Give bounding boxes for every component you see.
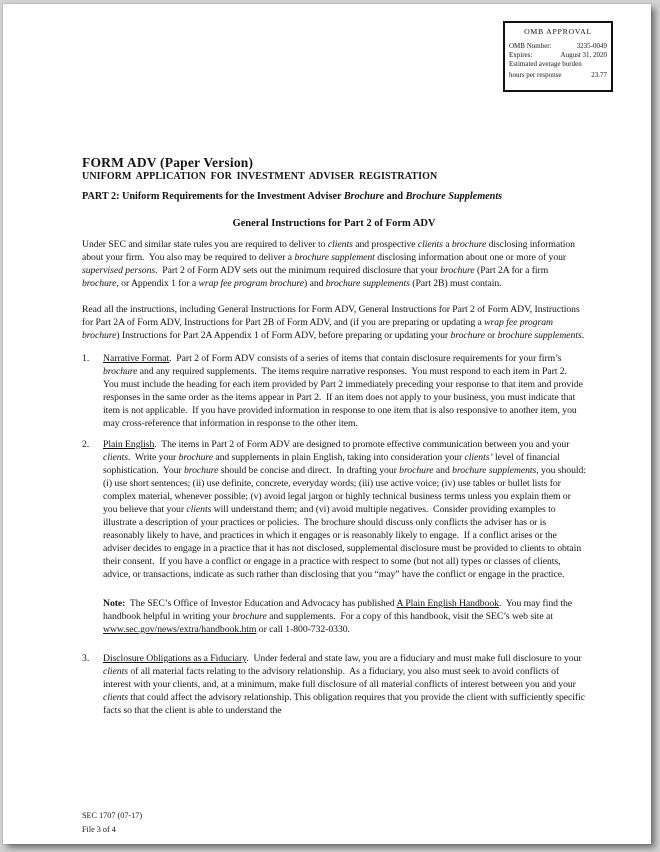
document-page	[3, 4, 651, 844]
footer-file-number: File 3 of 4	[82, 825, 116, 834]
omb-expires-label: Expires:	[509, 51, 533, 59]
instruction-item-plain-english	[82, 438, 589, 636]
page-footer	[82, 809, 142, 837]
instruction-item-narrative-format	[82, 352, 586, 430]
omb-burden-label: Estimated average burden	[509, 60, 582, 68]
intro-paragraph-1: Under SEC and similar state rules you are required to deliver to clients and prospective clients a brochure disclosing information about your firm. You also may be required to deliver a brochure supplement disclosing information about one or more of your supervised persons. Part 2 of Form ADV sets out the minimum required disclosure that your brochure (Part 2A for a firm brochure, or Appendix 1 for a wrap fee program brochure) and brochure supplements (Part 2B) must contain.	[82, 239, 578, 289]
item-number: 2.	[82, 439, 90, 450]
general-instructions-heading: General Instructions for Part 2 of Form ADV	[232, 218, 436, 229]
intro-paragraph-2: Read all the instructions, including General Instructions for Form ADV, General Instructions for Part 2 of Form ADV, Instructions for Part 2A of Form ADV, Instructions for Part 2B of Form ADV, and (if you are preparing or updating a wrap fee program brochure) Instructions for Part 2A Appendix 1 of Form ADV, before preparing or updating your brochure or brochure supplements.	[82, 304, 585, 341]
note-paragraph: Note: The SEC’s Office of Investor Education and Advocacy has published A Plain English Handbook. You may find the handbook helpful in writing your brochure and supplements. For a copy of this handbook, visit the SEC’s web site at www.sec.gov/news/extra/handbook.htm or call 1-800-732-0330.	[103, 598, 575, 635]
item-body: Plain English. The items in Part 2 of Form ADV are designed to promote effective communication between you and your clients. Write your brochure and supplements in plain English, taking into consideration your clients’ level of financial sophistication. Your brochure should be concise and direct. In drafting your brochure and brochure supplements, you should: (i) use short sentences; (ii) use definite, concrete, everyday words; (iii) use active voice; (iv) use tables or bullet lists for complex material, whenever possible; (v) avoid legal jargon or highly technical business terms unless you explain them or you believe that your clients will understand them; and (vi) avoid multiple negatives. Consider providing examples to illustrate a description of your practices or policies. The brochure should discuss only conflicts the adviser has or is reasonably likely to have, and practices in which it engages or is reasonably likely to engage. If a conflict arises or the adviser decides to engage in a practice that it has not disclosed, supplemental disclosure must be provided to clients to obtain their consent. If you have a conflict or engage in a practice with respect to some (but not all) types or classes of clients, advice, or transactions, indicate as such rather than disclosing that you “may” have the conflict or engage in the practice.	[103, 439, 589, 580]
omb-hours-value: 23.77	[591, 71, 607, 79]
item-number: 1.	[82, 353, 90, 364]
item-body: Disclosure Obligations as a Fiduciary. Under federal and state law, you are a fiduciary and must make full disclosure to your clients of all material facts relating to the advisory relationship. As a fiduciary, you also must seek to avoid conflicts of interest with your clients, and, at a minimum, make full disclosure of all material conflicts of interest between you and your clients that could affect the advisory relationship. This obligation requires that you provide the client with sufficiently specific facts so that the client is able to understand the	[103, 653, 588, 716]
omb-expires-value: August 31, 2020	[560, 51, 607, 59]
form-title: FORM ADV (Paper Version)	[82, 155, 254, 170]
document-content	[82, 155, 589, 717]
omb-burden-row	[509, 60, 607, 69]
item-body-container	[103, 352, 586, 430]
omb-number-value: 3235-0049	[576, 42, 607, 50]
omb-approval-title: OMB APPROVAL	[524, 27, 592, 36]
part2-heading: PART 2: Uniform Requirements for the Investment Adviser Brochure and Brochure Supplements	[82, 191, 503, 202]
item-body-container	[103, 438, 589, 636]
form-subtitle: UNIFORM APPLICATION FOR INVESTMENT ADVISER REGISTRATION	[82, 171, 438, 182]
omb-approval-box	[503, 21, 613, 92]
omb-number-row	[509, 42, 607, 51]
instruction-item-fiduciary	[82, 652, 586, 717]
omb-number-label: OMB Number:	[509, 42, 552, 50]
omb-hours-row	[509, 71, 607, 80]
omb-expires-row	[509, 51, 607, 60]
item-number: 3.	[82, 653, 90, 664]
item-body-container	[103, 652, 586, 717]
footer-form-number: SEC 1707 (07-17)	[82, 811, 143, 820]
item-body: Narrative Format. Part 2 of Form ADV consists of a series of items that contain disclosure requirements for your firm’s brochure and any required supplements. The items require narrative responses. You must respond to each item in Part 2. You must include the heading for each item provided by Part 2 immediately preceding your response to that item and provide responses in the same order as the items appear in Part 2. If an item does not apply to your business, you must indicate that item is not applicable. If you have provided information in response to one item that is also responsive to another item, you may cross-reference that information in response to the other item.	[103, 353, 586, 429]
omb-hours-label: hours per response	[509, 71, 562, 79]
